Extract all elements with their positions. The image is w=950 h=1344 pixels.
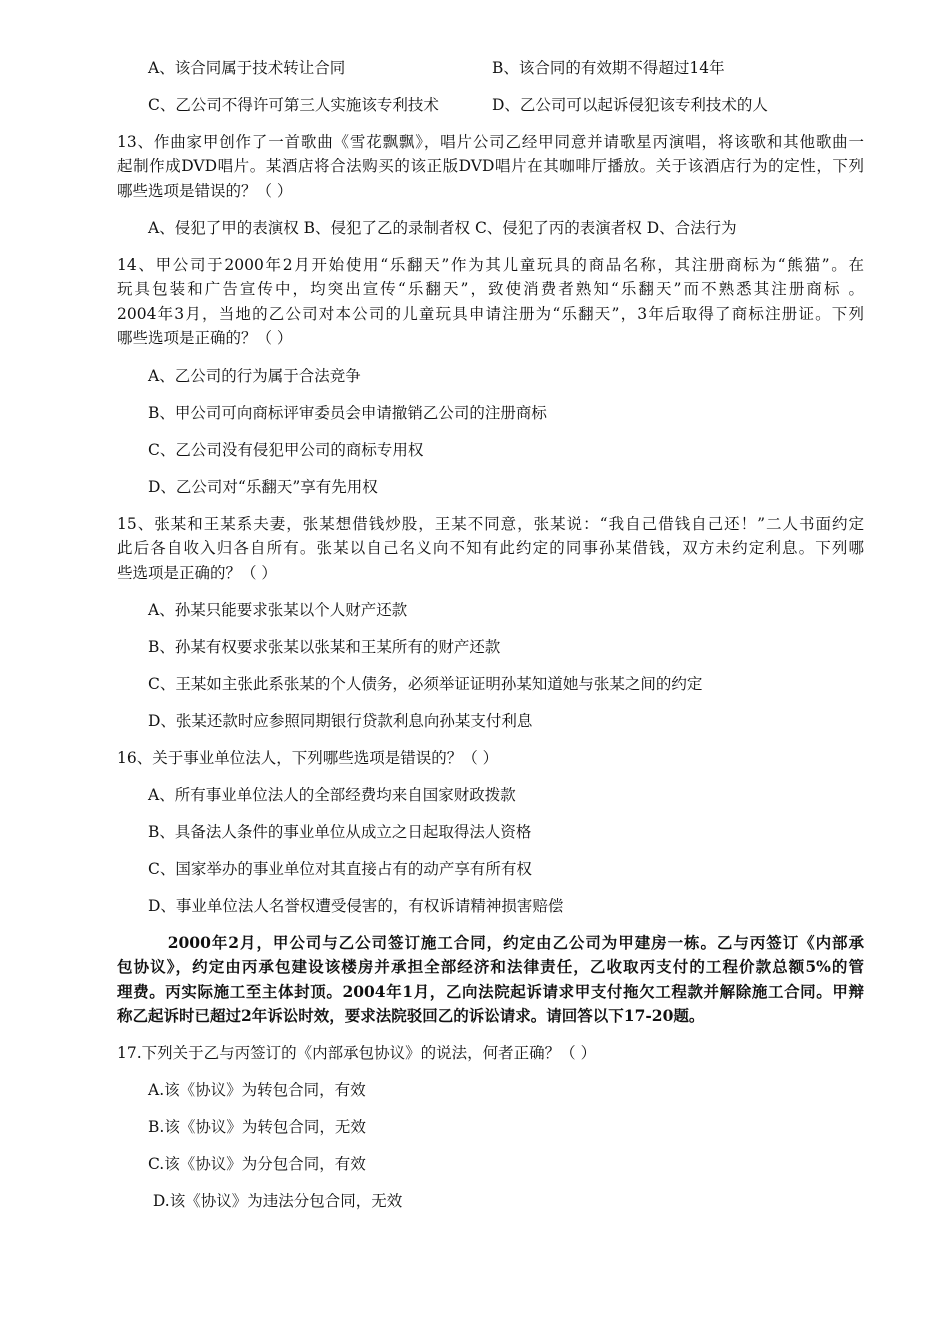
q15-option-a: A、孙某只能要求张某以个人财产还款 <box>148 601 408 619</box>
q16-stem: 16、关于事业单位法人，下列哪些选项是错误的？（ ） <box>117 749 499 767</box>
q12-option-d: D、乙公司可以起诉侵犯该专利技术的人 <box>492 96 768 114</box>
case-line: 包协议》，约定由丙承包建设该楼房并承担全部经济和法律责任，乙收取丙支付的工程价款总额5%的管 <box>117 957 864 977</box>
q17-option-c: C.该《协议》为分包合同，有效 <box>148 1155 366 1173</box>
q14-stem <box>117 255 864 352</box>
q15-option-b: B、孙某有权要求张某以张某和王某所有的财产还款 <box>148 638 501 656</box>
q13-stem <box>117 132 864 205</box>
case-line: 理费。丙实际施工至主体封顶。2004年1月，乙向法院起诉请求甲支付拖欠工程款并解除施工合同。甲辩 <box>117 981 864 1001</box>
q16-option-c: C、国家举办的事业单位对其直接占有的动产享有所有权 <box>148 860 532 878</box>
q15-option-c: C、王某如主张此系张某的个人债务，必须举证证明孙某知道她与张某之间的约定 <box>148 675 703 693</box>
q15-stem-line: 15、张某和王某系夫妻，张某想借钱炒股，王某不同意，张某说：“我自己借钱自己还！”二人书面约定 <box>117 515 864 533</box>
q13-stem-line: 起制作成DVD唱片。某酒店将合法购买的该正版DVD唱片在其咖啡厅播放。关于该酒店行为的定性，下列 <box>117 157 864 176</box>
q17-stem: 17.下列关于乙与丙签订的《内部承包协议》的说法，何者正确？（ ） <box>117 1044 597 1062</box>
q13-stem-line: 13、作曲家甲创作了一首歌曲《雪花飘飘》，唱片公司乙经甲同意并请歌星丙演唱，将该歌和其他歌曲一 <box>117 133 864 151</box>
q13-options: A、侵犯了甲的表演权 B、侵犯了乙的录制者权 C、侵犯了丙的表演者权 D、合法行为 <box>148 219 737 237</box>
q17-option-a: A.该《协议》为转包合同，有效 <box>148 1081 366 1099</box>
q15-stem-line: 此后各自收入归各自所有。张某以自己名义向不知有此约定的同事孙某借钱，双方未约定利息。下列哪 <box>117 539 864 558</box>
q14-option-d: D、乙公司对“乐翻天”享有先用权 <box>148 478 378 496</box>
q14-stem-line: 玩具包装和广告宣传中，均突出宣传“乐翻天”，致使消费者熟知“乐翻天”而不熟悉其注册商标 。 <box>117 280 864 299</box>
q14-option-c: C、乙公司没有侵犯甲公司的商标专用权 <box>148 441 424 459</box>
case-paragraph <box>117 933 864 1030</box>
q17-option-b: B.该《协议》为转包合同，无效 <box>148 1118 366 1136</box>
case-line: 称乙起诉时已超过2年诉讼时效，要求法院驳回乙的诉讼请求。请回答以下17-20题。 <box>117 1005 705 1025</box>
q14-stem-line: 14、甲公司于2000年2月开始使用“乐翻天”作为其儿童玩具的商品名称，其注册商标为“熊猫”。在 <box>117 256 864 274</box>
q14-option-b: B、甲公司可向商标评审委员会申请撤销乙公司的注册商标 <box>148 404 547 422</box>
q13-stem-line: 哪些选项是错误的？（ ） <box>117 181 293 200</box>
q12-option-c: C、乙公司不得许可第三人实施该专利技术 <box>148 96 439 114</box>
q14-stem-line: 2004年3月，当地的乙公司对本公司的儿童玩具申请注册为“乐翻天”，3年后取得了商标注册证。下列 <box>117 304 864 323</box>
q15-stem-line: 些选项是正确的？（ ） <box>117 563 277 582</box>
q17-option-d: D.该《协议》为违法分包合同，无效 <box>148 1192 403 1210</box>
q14-option-a: A、乙公司的行为属于合法竞争 <box>148 367 361 385</box>
q16-option-d: D、事业单位法人名誉权遭受侵害的，有权诉请精神损害赔偿 <box>148 897 564 915</box>
q12-option-a: A、该合同属于技术转让合同 <box>148 59 346 77</box>
q16-option-a: A、所有事业单位法人的全部经费均来自国家财政拨款 <box>148 786 516 804</box>
q14-stem-line: 哪些选项是正确的？（ ） <box>117 328 293 347</box>
q15-option-d: D、张某还款时应参照同期银行贷款利息向孙某支付利息 <box>148 712 533 730</box>
q15-stem <box>117 514 864 587</box>
q16-option-b: B、具备法人条件的事业单位从成立之日起取得法人资格 <box>148 823 532 841</box>
q12-option-b: B、该合同的有效期不得超过14年 <box>492 59 725 77</box>
case-line: 2000年2月，甲公司与乙公司签订施工合同，约定由乙公司为甲建房一栋。乙与丙签订《内部承 <box>117 933 864 952</box>
